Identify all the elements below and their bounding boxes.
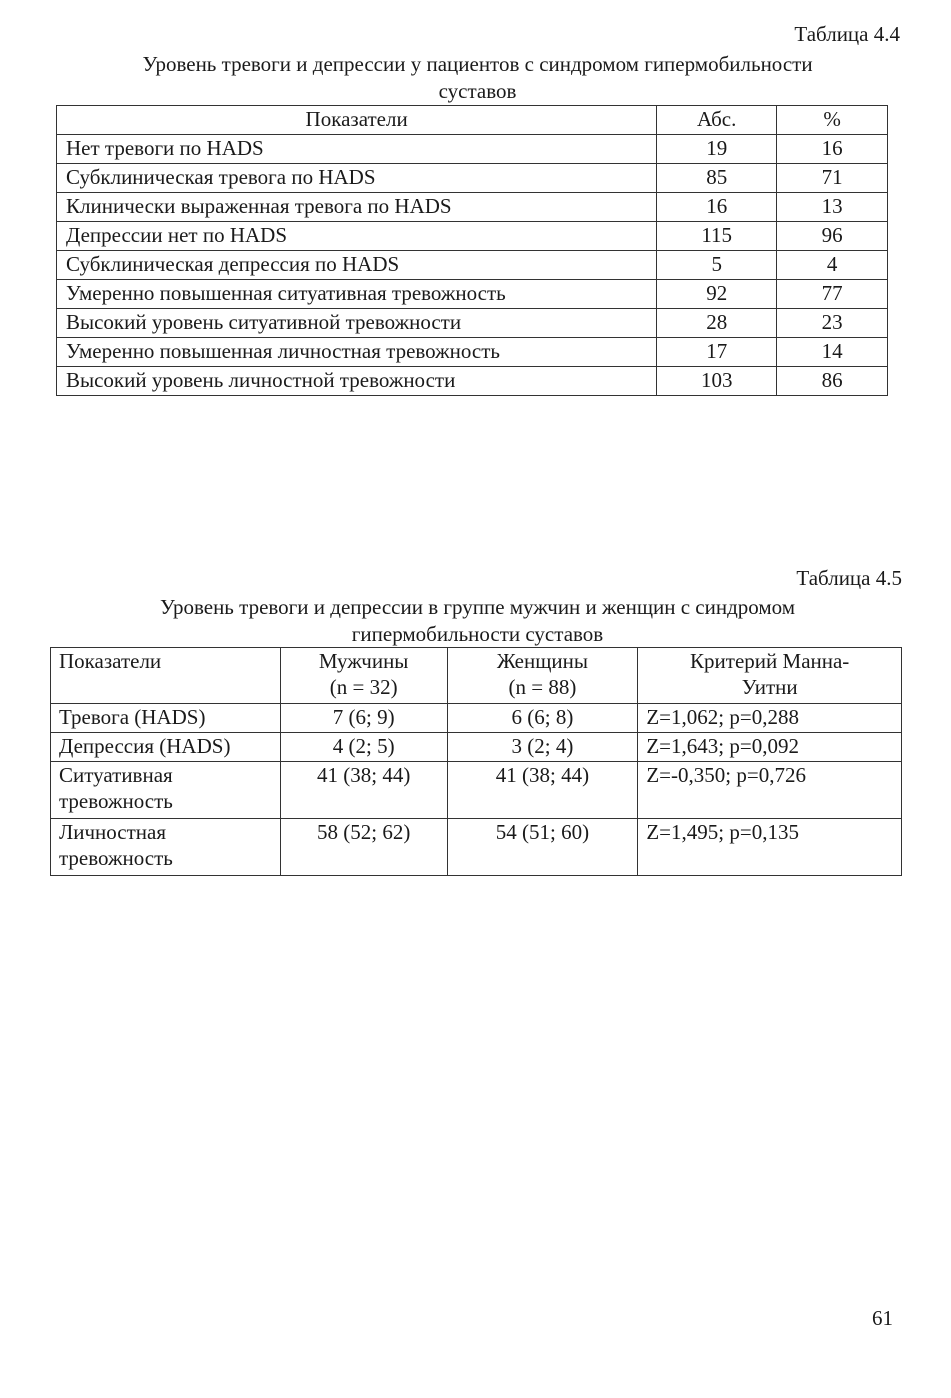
table-row bbox=[57, 135, 888, 164]
header-subtext: (n = 88) bbox=[508, 675, 577, 699]
indicator-cell: Высокий уровень ситуативной тревожности bbox=[57, 309, 657, 338]
column-header bbox=[51, 648, 281, 704]
table-row bbox=[51, 704, 902, 733]
abs-cell: 85 bbox=[657, 164, 777, 193]
table-row bbox=[57, 164, 888, 193]
percent-cell: 16 bbox=[777, 135, 888, 164]
header-text: Показатели bbox=[59, 649, 162, 673]
indicator-text: Депрессия (HADS) bbox=[59, 734, 231, 758]
column-header: Показатели bbox=[57, 106, 657, 135]
indicator-cell bbox=[51, 819, 281, 876]
indicator-cell bbox=[51, 762, 281, 819]
header-subtext: Уитни bbox=[741, 675, 798, 699]
table-row bbox=[51, 762, 902, 819]
column-header: % bbox=[777, 106, 888, 135]
abs-cell: 16 bbox=[657, 193, 777, 222]
column-header bbox=[280, 648, 447, 704]
column-header: Абс. bbox=[657, 106, 777, 135]
table-row bbox=[57, 367, 888, 396]
abs-cell: 103 bbox=[657, 367, 777, 396]
indicator-cell: Высокий уровень личностной тревожности bbox=[57, 367, 657, 396]
indicator-text: тревожность bbox=[59, 789, 173, 813]
mann-whitney-cell: Z=-0,350; p=0,726 bbox=[638, 762, 902, 819]
abs-cell: 92 bbox=[657, 280, 777, 309]
column-header bbox=[638, 648, 902, 704]
table-4-5 bbox=[50, 647, 902, 876]
women-cell: 6 (6; 8) bbox=[447, 704, 638, 733]
header-text: Женщины bbox=[496, 649, 588, 673]
table-row bbox=[57, 222, 888, 251]
table-row bbox=[57, 251, 888, 280]
indicator-cell: Нет тревоги по HADS bbox=[57, 135, 657, 164]
table-row bbox=[57, 338, 888, 367]
percent-cell: 86 bbox=[777, 367, 888, 396]
mann-whitney-cell: Z=1,643; p=0,092 bbox=[638, 733, 902, 762]
table-4-5-title-line2: гипермобильности суставов bbox=[351, 622, 604, 646]
page-number: 61 bbox=[872, 1306, 893, 1330]
indicator-text: Тревога (HADS) bbox=[59, 705, 206, 729]
indicator-cell: Субклиническая тревога по HADS bbox=[57, 164, 657, 193]
table-row bbox=[57, 193, 888, 222]
indicator-cell bbox=[51, 704, 281, 733]
header-text: Критерий Манна- bbox=[690, 649, 850, 673]
men-cell: 7 (6; 9) bbox=[280, 704, 447, 733]
table-4-4-title-line2: суставов bbox=[438, 79, 517, 103]
percent-cell: 96 bbox=[777, 222, 888, 251]
table-4-4 bbox=[56, 105, 888, 396]
men-cell: 4 (2; 5) bbox=[280, 733, 447, 762]
indicator-cell bbox=[51, 733, 281, 762]
table-header-row bbox=[51, 648, 902, 704]
percent-cell: 23 bbox=[777, 309, 888, 338]
abs-cell: 19 bbox=[657, 135, 777, 164]
percent-cell: 14 bbox=[777, 338, 888, 367]
header-text: Мужчины bbox=[318, 649, 409, 673]
men-cell: 41 (38; 44) bbox=[280, 762, 447, 819]
header-subtext: (n = 32) bbox=[329, 675, 398, 699]
table-4-4-label: Таблица 4.4 bbox=[794, 22, 900, 46]
indicator-cell: Умеренно повышенная ситуативная тревожность bbox=[57, 280, 657, 309]
table-row bbox=[57, 309, 888, 338]
percent-cell: 4 bbox=[777, 251, 888, 280]
table-4-5-title-line1: Уровень тревоги и депрессии в группе мужчин и женщин с синдромом bbox=[159, 595, 796, 619]
women-cell: 3 (2; 4) bbox=[447, 733, 638, 762]
percent-cell: 13 bbox=[777, 193, 888, 222]
abs-cell: 115 bbox=[657, 222, 777, 251]
abs-cell: 17 bbox=[657, 338, 777, 367]
column-header bbox=[447, 648, 638, 704]
indicator-cell: Умеренно повышенная личностная тревожность bbox=[57, 338, 657, 367]
indicator-text: Личностная bbox=[59, 820, 167, 844]
table-4-5-label: Таблица 4.5 bbox=[796, 566, 902, 590]
table-4-4-title-line1: Уровень тревоги и депрессии у пациентов с синдромом гипермобильности bbox=[142, 52, 813, 76]
women-cell: 54 (51; 60) bbox=[447, 819, 638, 876]
mann-whitney-cell: Z=1,495; p=0,135 bbox=[638, 819, 902, 876]
men-cell: 58 (52; 62) bbox=[280, 819, 447, 876]
abs-cell: 5 bbox=[657, 251, 777, 280]
indicator-cell: Субклиническая депрессия по HADS bbox=[57, 251, 657, 280]
indicator-cell: Депрессии нет по HADS bbox=[57, 222, 657, 251]
table-row bbox=[51, 819, 902, 876]
indicator-text: тревожность bbox=[59, 846, 173, 870]
percent-cell: 71 bbox=[777, 164, 888, 193]
table-row bbox=[51, 733, 902, 762]
women-cell: 41 (38; 44) bbox=[447, 762, 638, 819]
mann-whitney-cell: Z=1,062; p=0,288 bbox=[638, 704, 902, 733]
percent-cell: 77 bbox=[777, 280, 888, 309]
indicator-cell: Клинически выраженная тревога по HADS bbox=[57, 193, 657, 222]
indicator-text: Ситуативная bbox=[59, 763, 173, 787]
abs-cell: 28 bbox=[657, 309, 777, 338]
table-row bbox=[57, 280, 888, 309]
table-header-row bbox=[57, 106, 888, 135]
